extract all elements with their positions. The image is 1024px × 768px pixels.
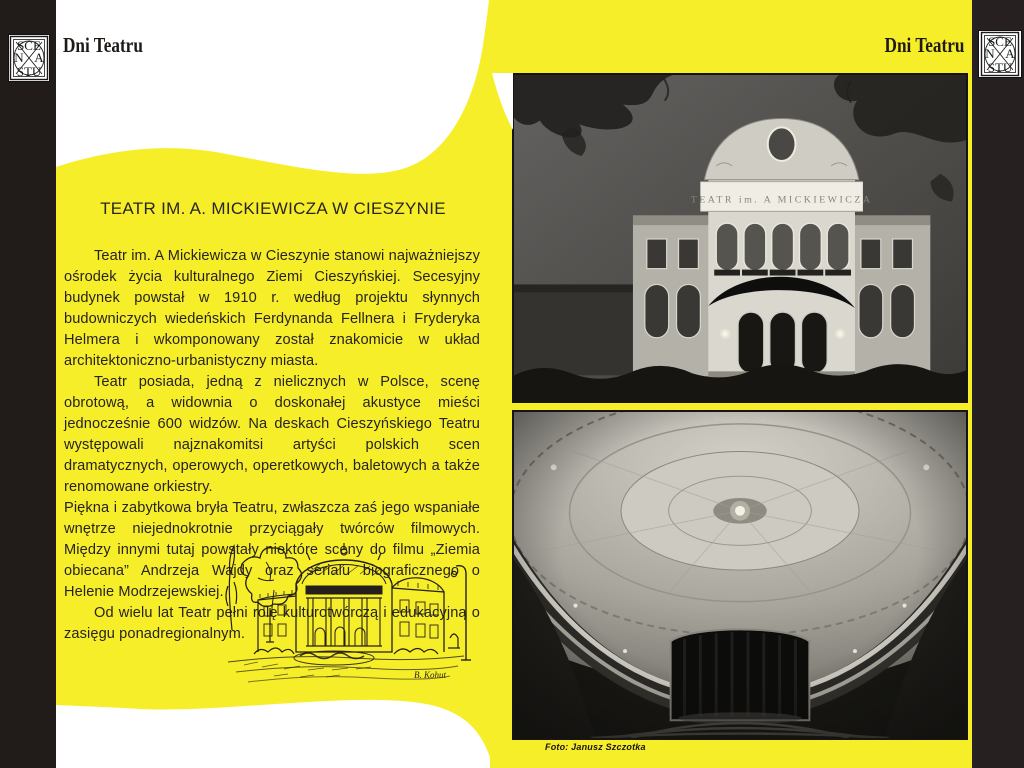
photo-auditorium-interior [512, 410, 968, 740]
logo-row2-left: N [985, 46, 995, 61]
facade-night-scene [514, 75, 966, 401]
paragraph: Teatr posiada, jedną z nielicznych w Polsce, scenę obrotową, a widownia o doskonałej akustyce mieści jednocześnie 600 widzów. Na deskach Cieszyńskiego Teatru występowali najznakomitsi artyści polskich scen dramatycznych, operowych, operetkowych, baletowych a także renomowane orkiestry. [64, 374, 480, 495]
left-masthead-title: Dni Teatru [63, 33, 143, 57]
right-black-bar [972, 0, 1024, 768]
facade-sign-text: TEATR im. A MICKIEWICZA [690, 194, 873, 206]
left-page [56, 0, 490, 768]
logo-row1: SCE [988, 34, 1012, 49]
right-masthead-title: Dni Teatru [884, 33, 964, 57]
photo-theatre-facade [512, 73, 968, 403]
scena-stu-logo [978, 30, 1022, 78]
paragraph: Piękna i zabytkowa bryła Teatru, zwłaszcza zaś jego wspaniałe wnętrze niejednokrotnie przyciągały twórców filmowych. Między innymi tutaj powstały niektóre sceny do filmu „Ziemia obiecana” Andrzeja Wajdy oraz serialu biograficznego o Helenie Modrzejewskiej. [64, 500, 480, 600]
logo-row1: SCE [17, 38, 41, 53]
logo-row2-right: A [34, 50, 44, 65]
theatre-sketch-illustration [214, 534, 490, 696]
central-windows [716, 223, 849, 270]
pediment-oculus [768, 127, 796, 161]
logo-row2-right: A [1005, 46, 1015, 61]
photo-credit: Foto: Janusz Szczotka [545, 742, 646, 752]
article-title: TEATR IM. A. MICKIEWICZA W CIESZYNIE [100, 199, 446, 218]
logo-row2-left: N [14, 50, 24, 65]
scena-stu-logo [8, 34, 50, 82]
left-black-bar [0, 0, 56, 768]
sketch-signature: B. Kohut [414, 670, 447, 680]
paragraph: Od wielu lat Teatr pełni rolę kulturotwórczą i edukacyjną o zasięgu ponadregionalnym. [64, 605, 480, 642]
logo-row3: STU [987, 60, 1013, 75]
white-notch-shape [490, 73, 513, 130]
entrance-doors [738, 312, 827, 373]
logo-row3: STU [16, 64, 42, 79]
right-page [490, 0, 972, 768]
paragraph: Teatr im. A Mickiewicza w Cieszynie stanowi najważniejszy ośrodek życia kulturalnego Ziemi Cieszyńskiej. Secesyjny budynek powstał w 1910 r. według projektu słynnych budowniczych wiedeńskich Ferdynanda Fellnera i Fryderyka Helmera i wkomponowany został znakomicie w układ architektoniczno-urbanistyczny miasta. [64, 248, 480, 369]
auditorium-scene [514, 412, 966, 738]
